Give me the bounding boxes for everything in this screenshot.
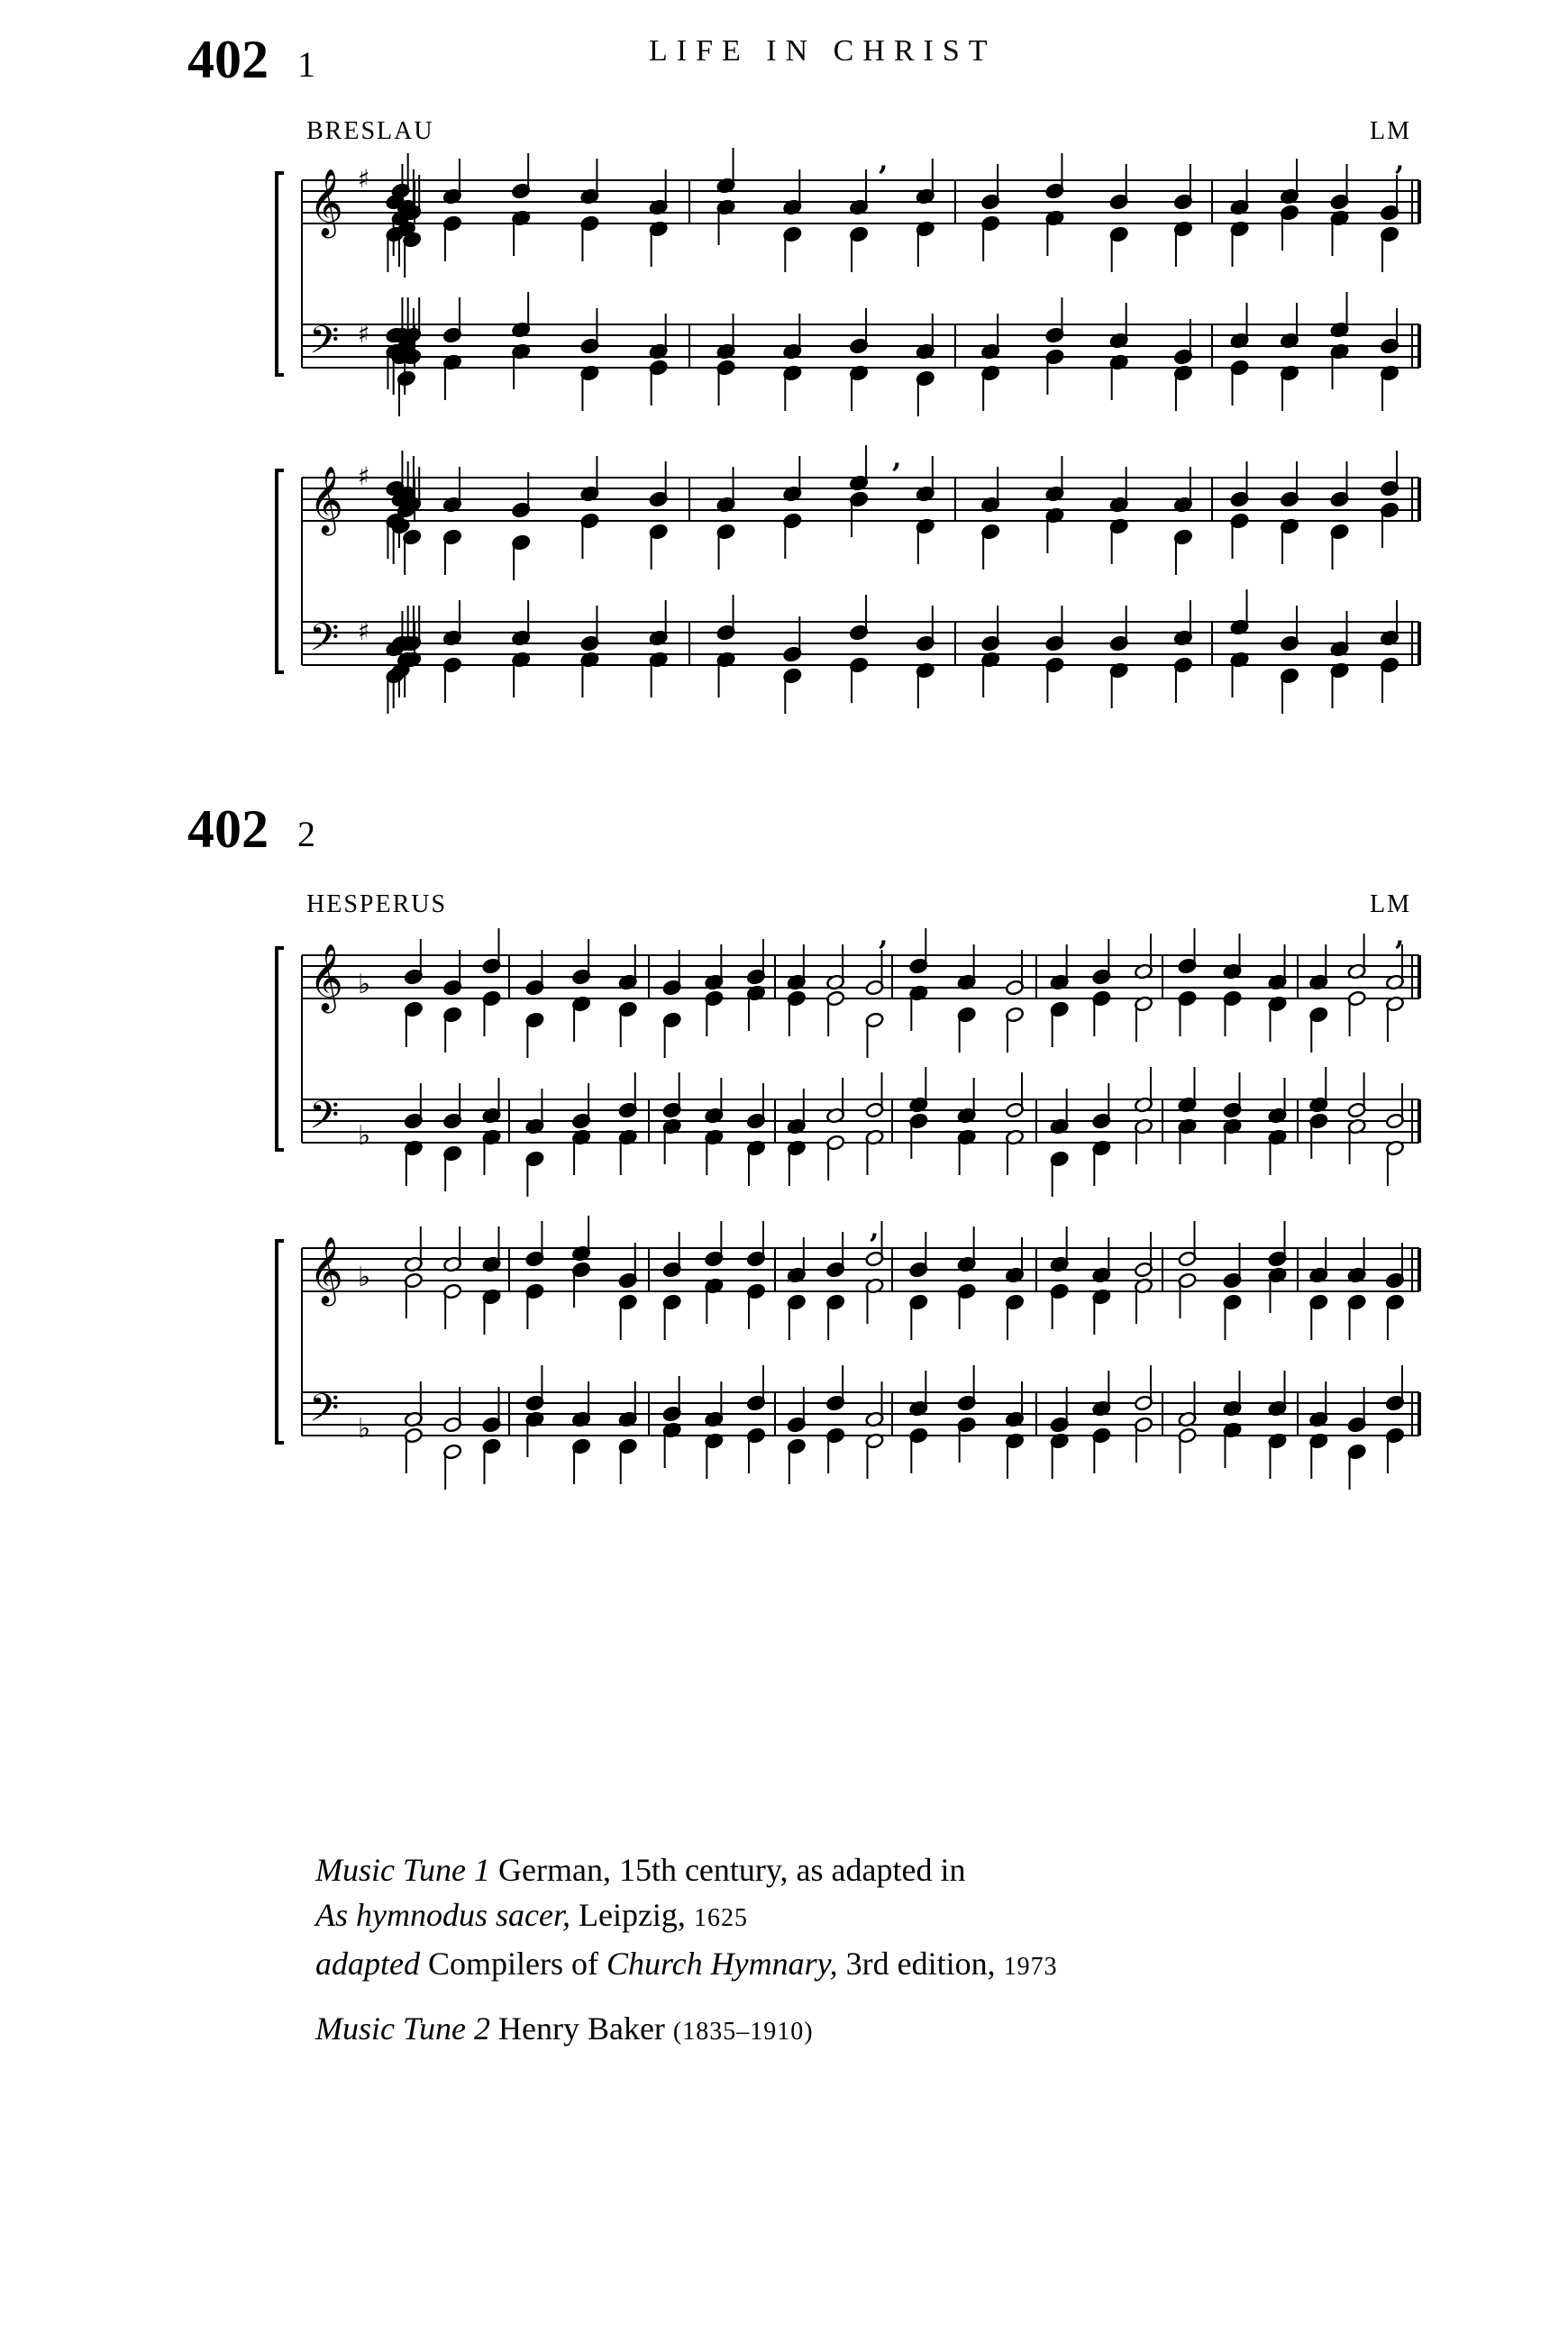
key-flat: ♭ [358, 969, 371, 1000]
tune-name: HESPERUS [306, 890, 448, 918]
key-sharp: ♯ [358, 461, 370, 491]
system-bracket [277, 948, 284, 1150]
treble-clef: 𝄞 [309, 944, 343, 1011]
music-credits [315, 1847, 1397, 2055]
music-system [0, 145, 1568, 451]
treble-clef: 𝄞 [309, 1237, 343, 1304]
credit-line [315, 1847, 1397, 1892]
breath-mark: , [892, 442, 902, 474]
credit-dates: (1835–1910) [672, 2018, 814, 2046]
hymn-number: 402 [187, 30, 269, 89]
credit-label: adapted [315, 1946, 420, 1982]
breath-mark: , [870, 1213, 880, 1244]
breath-mark: , [879, 145, 889, 177]
system-bracket [277, 470, 284, 672]
breath-mark: , [1395, 145, 1405, 177]
bass-clef: 𝄢 [309, 615, 340, 670]
credit-label: Music Tune 1 [315, 1852, 490, 1888]
meter-label: LM [1370, 890, 1411, 918]
credit-line [315, 2006, 1397, 2055]
meter-label: LM [1370, 117, 1411, 145]
treble-clef: 𝄞 [309, 169, 343, 236]
bass-clef: 𝄢 [309, 318, 340, 372]
treble-clef: 𝄞 [309, 467, 343, 533]
tune-name: BRESLAU [306, 117, 434, 145]
running-head: LIFE IN CHRIST [649, 34, 997, 68]
key-flat: ♭ [358, 1120, 371, 1152]
credit-year: 1973 [1003, 1953, 1058, 1981]
key-sharp: ♯ [358, 164, 370, 194]
music-system [0, 1213, 1568, 1518]
breath-mark: , [1395, 920, 1405, 952]
credit-line [315, 1941, 1397, 1990]
tune-index: 1 [297, 44, 315, 85]
credit-book: Church Hymnary, [606, 1946, 838, 1982]
key-flat: ♭ [358, 1413, 371, 1445]
system-bracket [277, 173, 284, 375]
system-bracket [277, 1241, 284, 1443]
key-sharp: ♯ [358, 319, 370, 349]
tune-index: 2 [297, 814, 315, 854]
key-flat: ♭ [358, 1262, 371, 1293]
key-sharp: ♯ [358, 616, 370, 646]
credit-text: 3rd edition, [845, 1946, 996, 1982]
music-system [0, 920, 1568, 1226]
breath-mark: , [879, 920, 889, 952]
credit-label: Music Tune 2 [315, 2010, 490, 2047]
bass-clef: 𝄢 [309, 1093, 340, 1147]
hymn-number: 402 [187, 799, 269, 859]
credit-line [315, 1892, 1397, 1941]
credit-text: German, 15th century, as adapted in [498, 1852, 966, 1888]
credit-year: 1625 [693, 1904, 748, 1932]
music-system [0, 442, 1568, 748]
credit-book: As hymnodus sacer, [315, 1897, 570, 1933]
credit-text: Henry Baker [498, 2010, 665, 2047]
credit-text: Leipzig, [578, 1897, 686, 1933]
credit-text: Compilers of [427, 1946, 598, 1982]
bass-clef: 𝄢 [309, 1386, 340, 1440]
